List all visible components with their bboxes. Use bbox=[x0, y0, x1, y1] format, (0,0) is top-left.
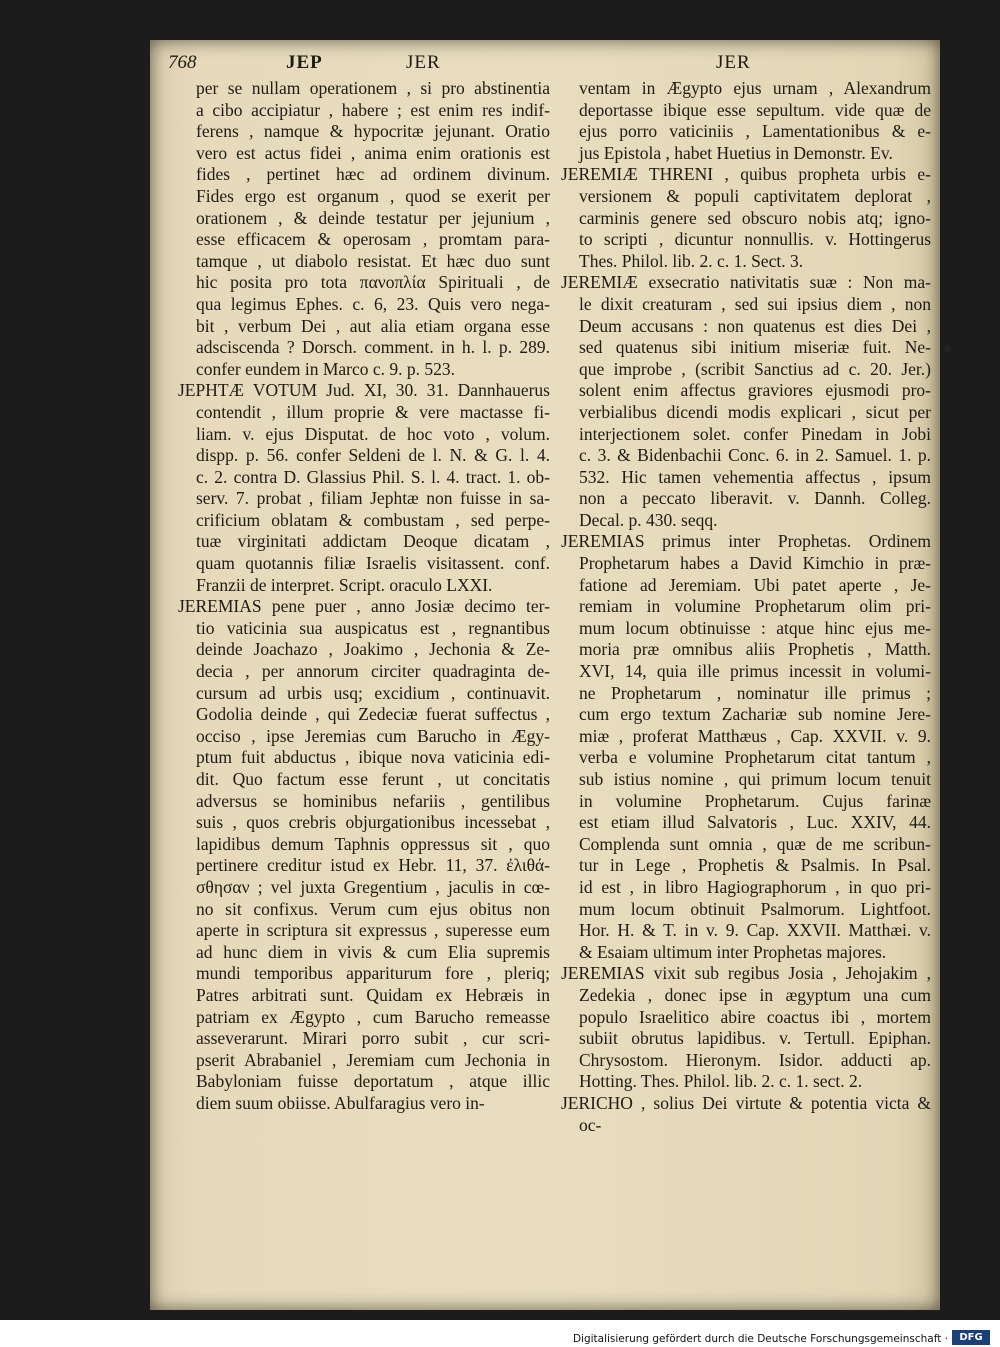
text-line: oc- bbox=[579, 1114, 602, 1135]
text-line: adsciscenda ? Dorsch. comment. in h. l. p. 289. bbox=[196, 337, 550, 358]
text-line: ejus porro vaticiniis , Lamentationibus & e- bbox=[579, 121, 931, 142]
text-line: JEREMIAS pene puer , anno Josiæ decimo ter- bbox=[178, 596, 550, 617]
text-line: JERICHO , solius Dei virtute & potentia victa & bbox=[561, 1092, 931, 1113]
text-line: JEREMIÆ THRENI , quibus propheta urbis e- bbox=[561, 164, 931, 185]
text-line: diem suum obiisse. Abulfaragius vero in- bbox=[196, 1092, 485, 1113]
text-line: pertinere creditur istud ex Hebr. 11, 37. ἐλιθά- bbox=[196, 855, 550, 876]
text-line: fatione ad Jeremiam. Ubi patet aperte , Je- bbox=[579, 574, 931, 595]
text-line: Hotting. Thes. Philol. lib. 2. c. 1. sect. 2. bbox=[579, 1071, 863, 1092]
text-line: occiso , ipse Jeremias cum Barucho in Ægy- bbox=[196, 725, 550, 746]
text-line: aperte in scriptura sit expressus , superesse eum bbox=[196, 920, 550, 941]
text-line: Prophetarum habes a David Kimchio in præ- bbox=[579, 553, 931, 574]
left-catchword-last: JER bbox=[406, 52, 441, 73]
text-line: mum locum obtinuit Psalmorum. Lightfoot. bbox=[579, 898, 931, 919]
text-line: pserit Abrabaniel , Jeremiam cum Jechonia in bbox=[196, 1049, 550, 1070]
funding-credit: Digitalisierung gefördert durch die Deutsche Forschungsgemeinschaft · bbox=[572, 1333, 948, 1345]
page-number: 768 bbox=[168, 52, 197, 73]
dfg-logo: DFG bbox=[952, 1330, 990, 1345]
text-line: orationem , & deinde testatur per jejunium , bbox=[196, 207, 550, 228]
text-line: interjectionem solet. confer Pinedam in Jobi bbox=[579, 423, 931, 444]
text-line: deinde Joachazo , Joakimo , Jechonia & Ze- bbox=[196, 639, 550, 660]
text-line: id est , in libro Hagiographorum , in quo pri- bbox=[579, 876, 931, 897]
text-line: solent enim affectus graviores ejusmodi pro- bbox=[579, 380, 931, 401]
text-line: asseverarunt. Mirari porro subit , cur scri- bbox=[196, 1028, 550, 1049]
text-line: confer eundem in Marco c. 9. p. 523. bbox=[196, 358, 456, 379]
left-column bbox=[178, 78, 550, 1115]
text-line: patriam ex Ægypto , cum Barucho remeasse bbox=[196, 1006, 550, 1027]
text-line: JEPHTÆ VOTUM Jud. XI, 30. 31. Dannhauerus bbox=[178, 380, 550, 401]
right-catchword: JER bbox=[716, 52, 751, 73]
text-line: mundi temporibus appariturum fore , pleriq; bbox=[196, 963, 550, 984]
text-line: le dixit creaturam , sed sui ipsius diem , non bbox=[579, 293, 931, 314]
text-line: Babyloniam fuisse deportatum , atque illic bbox=[196, 1071, 550, 1092]
text-line: per se nullam operationem , si pro abstinentia bbox=[196, 78, 550, 98]
text-line: remiam in volumine Prophetarum olim pri- bbox=[579, 596, 931, 617]
text-line: Hor. H. & T. in v. 9. Cap. XXVII. Matthæi. v. bbox=[579, 920, 931, 941]
text-line: Zedekia , donec ipse in ægyptum una cum bbox=[579, 984, 931, 1005]
text-line: ad hunc diem in vivis & cum Elia supremis bbox=[196, 941, 550, 962]
text-line: Decal. p. 430. seqq. bbox=[579, 509, 718, 530]
text-line: ventam in Ægypto ejus urnam , Alexandrum bbox=[579, 78, 931, 98]
text-line: est etiam illud Salvatoris , Luc. XXIV, 44. bbox=[579, 812, 931, 833]
text-line: miæ , proferat Matthæus , Cap. XXVII. v. 9. bbox=[579, 725, 931, 746]
text-line: suis , quos crebris objurgationibus incessebat , bbox=[196, 812, 550, 833]
text-line: crificium oblatam & combustam , sed perpe- bbox=[196, 509, 550, 530]
text-line: quam quotannis filiæ Israelis visitassent. conf. bbox=[196, 553, 550, 574]
text-line: tamque , ut diabolo resistat. Et hæc duo sunt bbox=[196, 250, 550, 271]
text-line: XVI, 14, quia ille primus incessit in volumi- bbox=[579, 661, 931, 682]
text-line: JEREMIÆ exsecratio nativitatis suæ : Non ma- bbox=[561, 272, 931, 293]
text-line: decia , per annorum circiter quadraginta de- bbox=[196, 661, 550, 682]
text-line: cursum ad urbis usq; excidium , continuavit. bbox=[196, 682, 550, 703]
text-line: Godolia deinde , qui Zedeciæ fuerat suffectus , bbox=[196, 704, 550, 725]
text-line: a cibo accipiatur , habere ; est enim res indif- bbox=[196, 99, 550, 120]
text-line: Deum accusans : non quatenus est dies Dei , bbox=[579, 315, 931, 336]
text-line: Thes. Philol. lib. 2. c. 1. Sect. 3. bbox=[579, 250, 804, 271]
text-line: sed quatenus sibi initium miseriæ fuit. Ne- bbox=[579, 337, 931, 358]
text-line: tuæ virginitati addictam Deoque dicatam , bbox=[196, 531, 550, 552]
text-line: Franzii de interpret. Script. oraculo LXXI. bbox=[196, 574, 493, 595]
text-line: Complenda sunt omnia , quæ de me scribun- bbox=[579, 833, 931, 854]
right-column bbox=[561, 78, 931, 1136]
text-line: jus Epistola , habet Huetius in Demonstr. Ev. bbox=[579, 142, 893, 163]
text-line: Chrysostom. Hieronym. Isidor. adducti ap. bbox=[579, 1049, 931, 1070]
text-line: hic posita pro tota πανοπλία Spirituali , de bbox=[196, 272, 550, 293]
text-line: mum locum obtinuisse : atque hinc ejus me- bbox=[579, 617, 931, 638]
text-line: adversus se hominibus nefariis , gentilibus bbox=[196, 790, 550, 811]
text-line: in volumine Prophetarum. Cujus farinæ bbox=[579, 790, 931, 811]
text-line: JEREMIAS primus inter Prophetas. Ordinem bbox=[561, 531, 931, 552]
text-line: populo Israelitico abire coactus ibi , mortem bbox=[579, 1006, 931, 1027]
text-line: tio vaticinia sua auspicatus est , regnantibus bbox=[196, 617, 550, 638]
text-line: JEREMIAS vixit sub regibus Josia , Jehojakim , bbox=[561, 963, 931, 984]
text-line: deportasse ibique esse sepultum. vide quæ de bbox=[579, 99, 931, 120]
text-line: moria præ omnibus aliis Prophetis , Matth. bbox=[579, 639, 931, 660]
text-line: bit , verbum Dei , aut alia etiam organa esse bbox=[196, 315, 550, 336]
text-line: Patres arbitrati sunt. Quidam ex Hebræis in bbox=[196, 984, 550, 1005]
text-line: cum ergo textum Zachariæ sub nomine Jere- bbox=[579, 704, 931, 725]
text-line: to scripti , dicuntur nonnullis. v. Hottingerus bbox=[579, 229, 931, 250]
text-line: ptum fuit abductus , ibique nova vaticinia edi- bbox=[196, 747, 550, 768]
text-line: lapidibus demum Taphnis oppressus sit , quo bbox=[196, 833, 550, 854]
text-line: ferens , namque & hypocritæ jejunant. Oratio bbox=[196, 121, 550, 142]
running-head bbox=[168, 52, 928, 78]
ink-spot bbox=[944, 345, 951, 352]
text-line: tur in Lege , Prophetis & Psalmis. In Psal. bbox=[579, 855, 931, 876]
text-line: 532. Hic tamen vehementia affectus , ipsum bbox=[579, 466, 931, 487]
text-line: c. 2. contra D. Glassius Phil. S. l. 4. tract. 1. ob- bbox=[196, 466, 550, 487]
text-line: versionem & populi captivitatem deplorat , bbox=[579, 185, 931, 206]
text-line: subiit obrutus lapidibus. v. Tertull. Epiphan. bbox=[579, 1028, 931, 1049]
text-line: dit. Quo factum esse ferunt , ut concitatis bbox=[196, 769, 550, 789]
text-line: verba e volumine Prophetarum citat tantum , bbox=[579, 747, 931, 768]
text-line: ne Prophetarum , nominatur ille primus ; bbox=[579, 682, 931, 703]
text-line: que improbe , (scribit Sanctius ad c. 20. Jer.) bbox=[579, 358, 931, 379]
text-line: Fides ergo est organum , quod se exerit per bbox=[196, 185, 550, 206]
text-line: serv. 7. probat , filiam Jephtæ non fuisse in sa- bbox=[196, 488, 550, 509]
text-line: carminis genere sed obscuro nobis atq; igno- bbox=[579, 207, 931, 228]
text-line: vero est actus fidei , anima enim orationis est bbox=[196, 142, 550, 163]
text-line: fides , pertinet hæc ad ordinem divinum. bbox=[196, 164, 550, 185]
text-line: qua legimus Ephes. c. 6, 23. Quis vero nega- bbox=[196, 293, 550, 314]
text-line: no sit confixus. Verum cum ejus obitus non bbox=[196, 898, 550, 919]
text-line: & Esaiam ultimum inter Prophetas majores. bbox=[579, 941, 887, 962]
text-line: liam. v. ejus Disputat. de hoc voto , volum. bbox=[196, 423, 550, 444]
text-line: dispp. p. 56. confer Seldeni de l. N. & G. l. 4. bbox=[196, 445, 550, 466]
text-line: sub istius nomine , qui primum locum tenuit bbox=[579, 769, 931, 789]
text-line: non a peccato liberavit. v. Dannh. Colleg. bbox=[579, 488, 931, 509]
text-line: σθησαν ; vel juxta Gregentium , jaculis in cœ- bbox=[196, 876, 550, 897]
text-line: c. 3. & Bidenbachii Conc. 6. in 2. Samuel. 1. p. bbox=[579, 445, 931, 466]
text-line: verbialibus dicendi modis explicari , sicut per bbox=[579, 401, 931, 422]
text-line: esse efficacem & operosam , promtam para- bbox=[196, 229, 550, 250]
left-catchword-first: JEP bbox=[286, 52, 323, 73]
text-line: contendit , illum proprie & vere mactasse fi- bbox=[196, 401, 550, 422]
